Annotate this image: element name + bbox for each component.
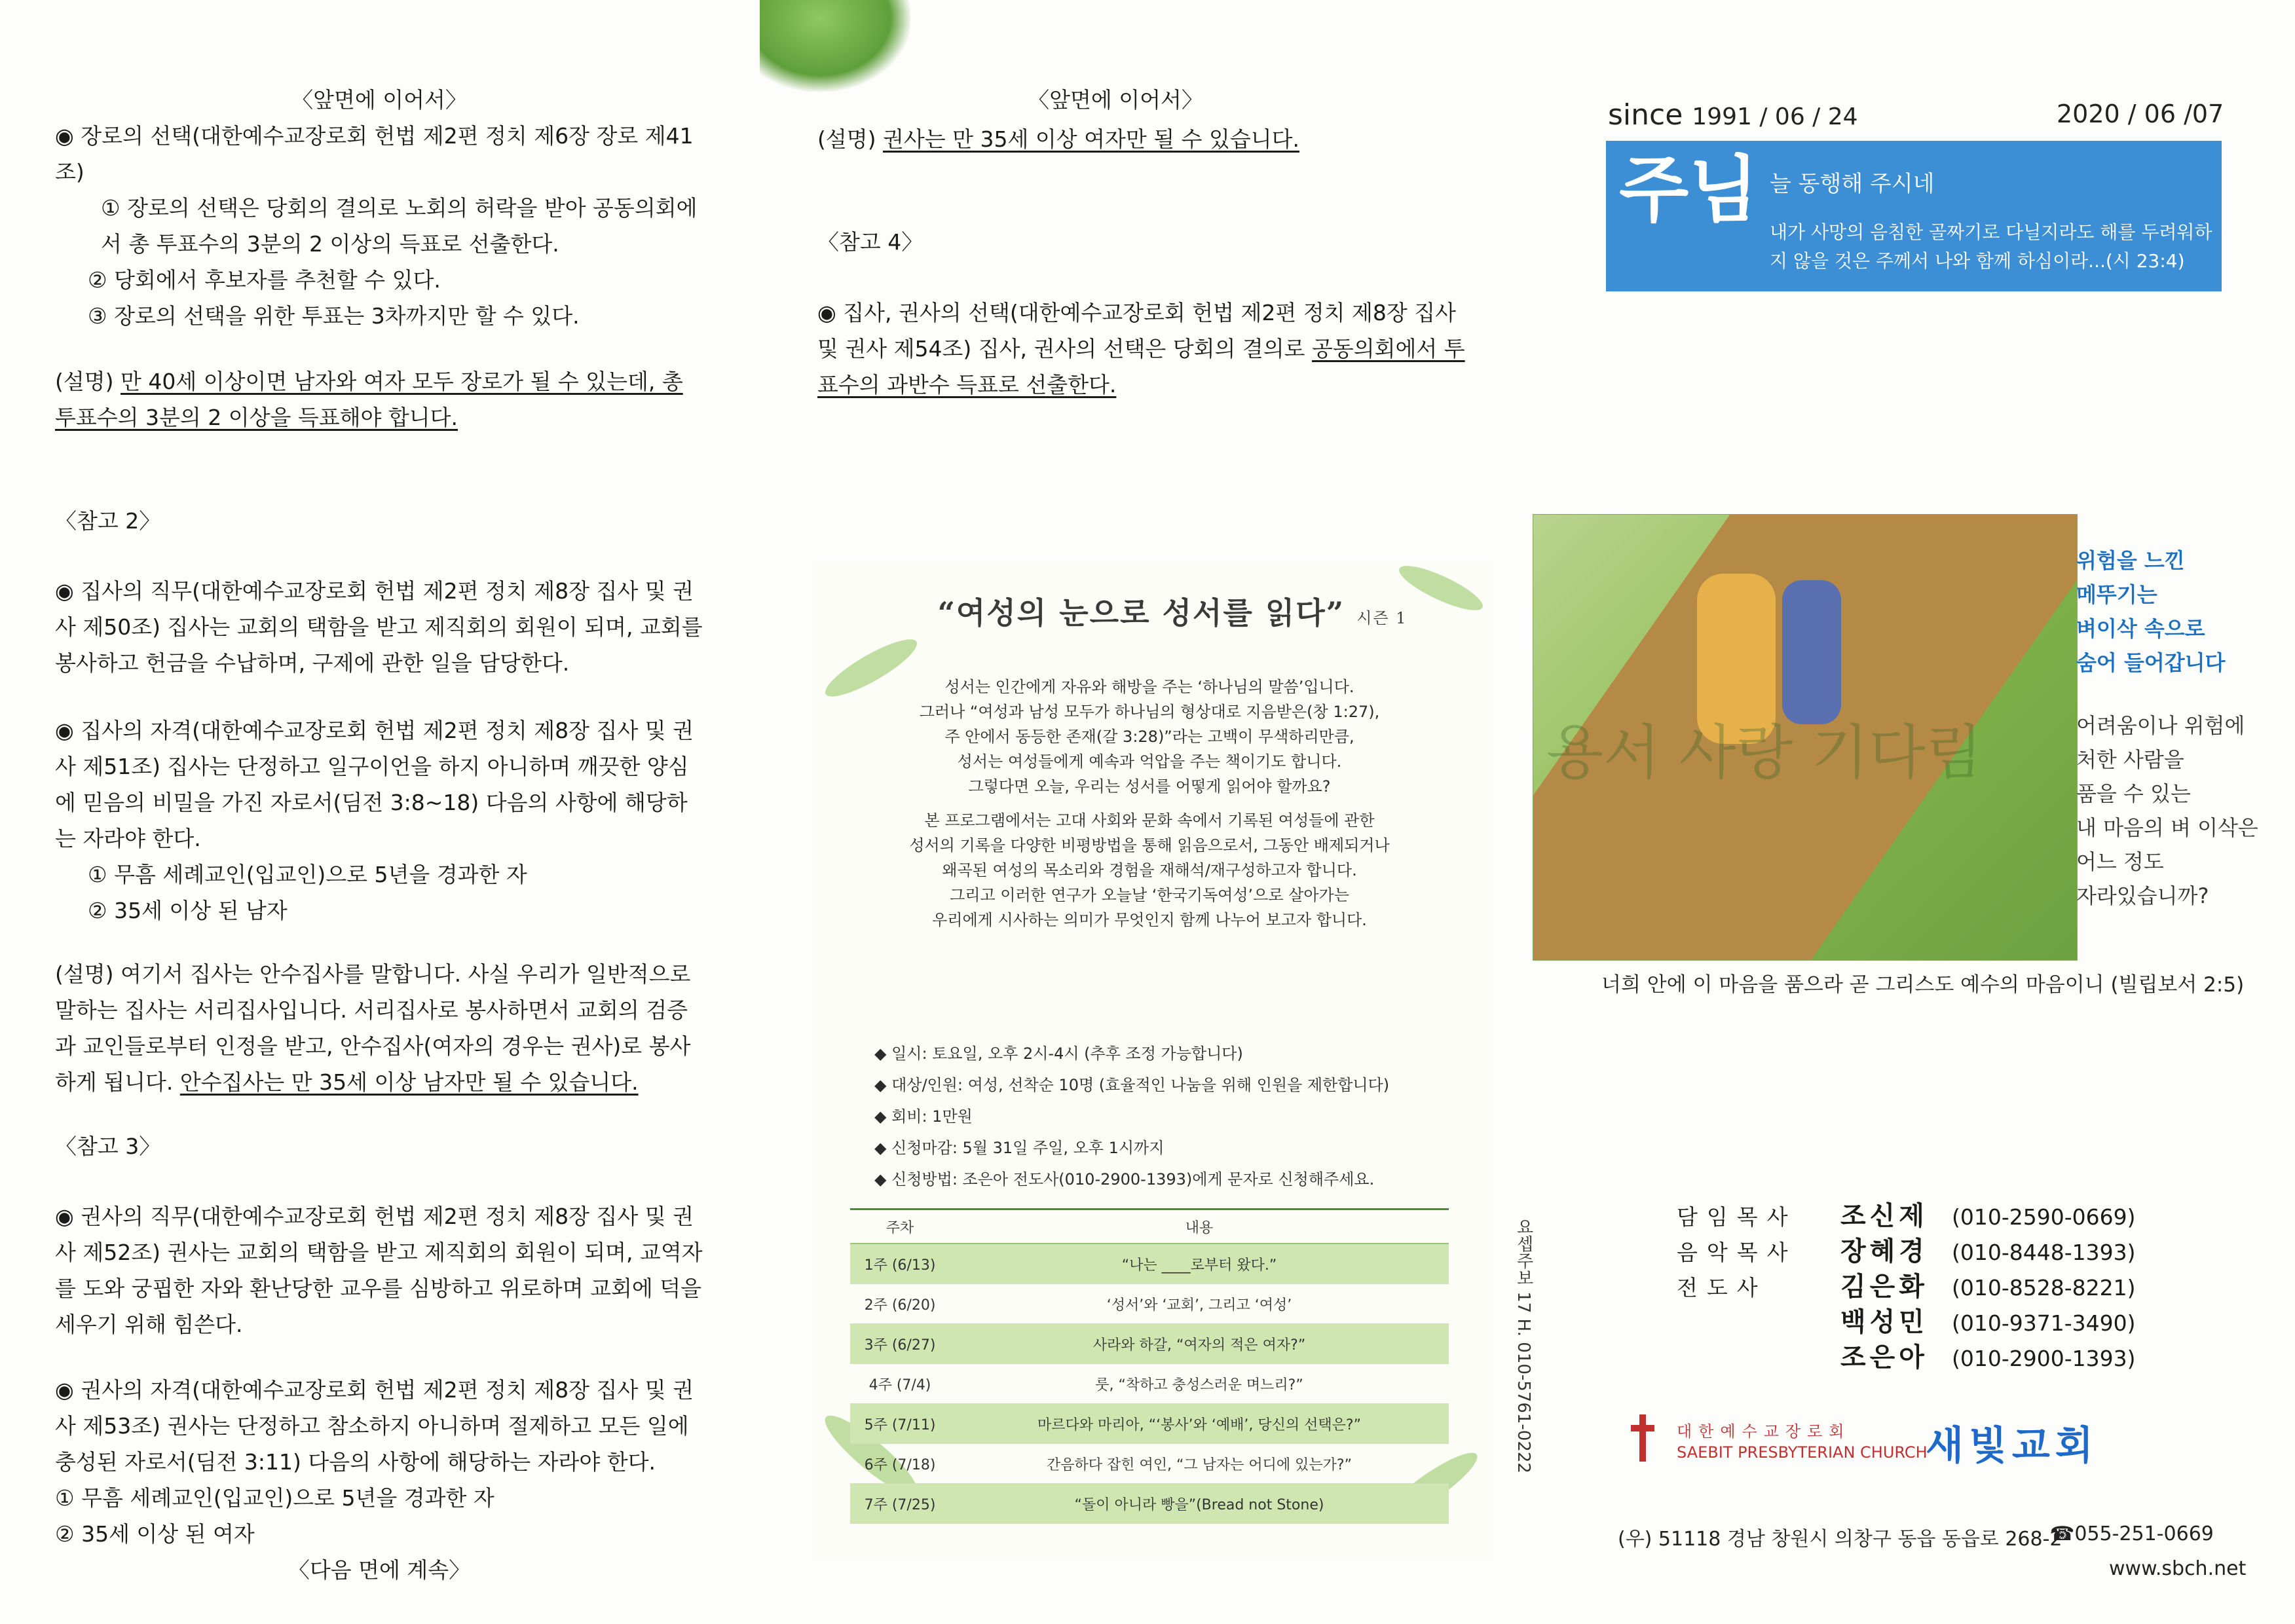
cross-icon [1631,1414,1654,1462]
flyer-line: 그렇다면 오늘, 우리는 성서를 어떻게 읽어야 할까요? [968,777,1331,796]
church-english-name: SAEBIT PRESBYTERIAN CHURCH [1677,1443,1928,1462]
staff-phone: (010-2590-0669) [1952,1204,2136,1230]
staff-name: 조은아 [1840,1342,1928,1373]
flyer-title-text: “여성의 눈으로 성서를 읽다” [937,595,1345,631]
election-section [817,295,1466,403]
elder-item-2: ② 당회에서 후보자를 추천할 수 있다. [88,267,441,293]
elder-item-1: ① 장로의 선택은 당회의 결의로 노회의 허락을 받아 공동의회에서 총 투표수의 3분의 2 이상의 득표로 선출한다. [101,195,698,257]
week-cell: 2주 (6/20) [850,1284,950,1324]
table-row [850,1444,1449,1484]
content-cell: 룻, “착하고 충성스러운 며느리?” [950,1364,1449,1404]
flyer-line: 성서는 여성들에게 예속과 억압을 주는 책이기도 합니다. [957,752,1342,771]
explanation-label-2: (설명) [817,126,883,152]
flyer-line: 왜곡된 여성의 목소리와 경험을 재해석/재구성하고자 합니다. [942,861,1357,879]
staff-list [1677,1198,2136,1375]
reference-4: 〈참고 4〉 [817,229,924,255]
week-cell: 4주 (7/4) [850,1364,950,1404]
table-row [850,1364,1449,1404]
since-label: since [1608,98,1683,132]
staff-role: 전도사 [1677,1275,1767,1301]
deacon-qualification [55,712,703,929]
content-cell: “나는 ____로부터 왔다.” [950,1244,1449,1284]
staff-row [1677,1304,2136,1340]
info-fee: ◆ 회비: 1만원 [874,1101,1464,1132]
deacon-expl-text: (설명) 여기서 집사는 안수집사를 말합니다. 사실 우리가 일반적으로 말하는 집사는 서리집사입니다. 서리집사로 봉사하면서 교회의 검증과 교인들로부터 인정을 받고, 안수집사(여자의 경우는 권사)로 봉사하게 됩니다. [55,961,691,1095]
staff-name: 조신제 [1840,1201,1928,1231]
kwonsa-duty: ◉ 권사의 직무(대한예수교장로회 헌법 제2편 정치 제8장 집사 및 권사 제52조) 권사는 교회의 택함을 받고 제직회의 회원이 되며, 교역자를 도와 궁핍한 자와 환난당한 교우를 심방하고 위로하며 교회에 덕을 세우기 위해 힘쓴다. [55,1204,703,1337]
staff-phone: (010-8528-8221) [1952,1275,2136,1301]
poem-highlight [2076,544,2226,680]
flyer-info [874,1038,1464,1195]
week-cell: 5주 (7/11) [850,1404,950,1444]
schedule-table [850,1208,1449,1524]
staff-name: 김은화 [1840,1272,1928,1302]
explanation-label: (설명) [55,369,121,394]
continued-from-prev-2: 〈앞면에 이어서〉 [1028,87,1203,113]
church-name: 새빛교회 [1926,1423,2099,1469]
elder-section [55,118,703,334]
table-row [850,1484,1449,1524]
lord-logo: 주님 [1619,147,1759,232]
staff-phone: (010-8448-1393) [1952,1240,2136,1265]
staff-phone: (010-9371-3490) [1952,1310,2136,1336]
election-text: ◉ 집사, 권사의 선택(대한예수교장로회 헌법 제2편 정치 제8장 집사 및 권사 제54조) 집사, 권사의 선택은 당회의 결의로 [817,300,1457,361]
election-underline: 공동의회에서 투표수의 과반수 득표로 선출한다. [817,336,1465,397]
continued-from-prev: 〈앞면에 이어서〉 [291,87,467,113]
poem [2076,709,2258,913]
flyer-line: 본 프로그램에서는 고대 사회와 문화 속에서 기록된 여성들에 관한 [924,811,1375,830]
kwonsa-expl-underline: 권사는 만 35세 이상 여자만 될 수 있습니다. [883,126,1299,152]
staff-row [1677,1340,2136,1375]
flyer-line: 주 안에서 동등한 존재(갈 3:28)”라는 고백이 무색하리만큼, [944,728,1354,746]
flyer-line: 우리에게 시사하는 의미가 무엇인지 함께 나누어 보고자 합니다. [932,911,1367,929]
table-row [850,1244,1449,1284]
illus-child-2 [1782,580,1841,724]
banner-verse: 내가 사망의 음침한 골짜기로 다닐지라도 해를 두려워하지 않을 것은 주께서 나와 함께 하심이라...(시 23:4) [1770,221,2212,272]
kwonsa-qual-item-2: ② 35세 이상 된 여자 [55,1521,255,1547]
kwonsa-explanation [817,121,1466,157]
illustration-children-field [1533,514,2078,961]
table-header-week: 주차 [850,1209,950,1244]
kwonsa-qualification [55,1372,703,1552]
bulletin-date: 2020 / 06 /07 [2057,100,2224,128]
deacon-qual-item-1: ① 무흠 세례교인(입교인)으로 5년을 경과한 자 [88,862,527,887]
elder-explanation-text: 만 40세 이상이면 남자와 여자 모두 장로가 될 수 있는데, 총 투표수의 3분의 2 이상을 득표해야 합니다. [55,369,683,430]
week-cell: 7주 (7/25) [850,1484,950,1524]
column-left [0,0,765,1624]
staff-phone: (010-2900-1393) [1952,1346,2136,1371]
poem-line: 처한 사람을 [2076,747,2184,772]
staff-row [1677,1269,2136,1304]
info-deadline: ◆ 신청마감: 5월 31일 주일, 오후 1시까지 [874,1132,1464,1164]
staff-role: 담임목사 [1677,1204,1797,1230]
week-cell: 1주 (6/13) [850,1244,950,1284]
elder-item-3: ③ 장로의 선택을 위한 투표는 3차까지만 할 수 있다. [88,303,580,329]
illus-watermark: 용서 사랑 기다림 [1546,718,1983,787]
deacon-expl-underline: 안수집사는 만 35세 이상 남자만 될 수 있습니다. [179,1069,639,1095]
content-cell: ‘성서’와 ‘교회’, 그리고 ‘여성’ [950,1284,1449,1324]
poem-line: 숨어 들어갑니다 [2076,650,2226,675]
church-address: (우) 51118 경남 창원시 의창구 동읍 동읍로 268-2 [1618,1528,2062,1551]
kwonsa-qual-text: ◉ 권사의 자격(대한예수교장로회 헌법 제2편 정치 제8장 집사 및 권사 제53조) 권사는 단정하고 참소하지 아니하며 절제하고 모든 일에 충성된 자로서(딤전 3:11) 다음의 사항에 해당하는 자라야 한다. [55,1377,694,1475]
week-cell: 3주 (6/27) [850,1324,950,1364]
since-value: 1991 / 06 / 24 [1692,103,1858,130]
staff-role: 음악목사 [1677,1240,1797,1265]
table-header-row [850,1209,1449,1244]
staff-name: 장혜경 [1840,1236,1928,1266]
staff-name: 백성민 [1840,1307,1928,1337]
deacon-qual-text: ◉ 집사의 자격(대한예수교장로회 헌법 제2편 정치 제8장 집사 및 권사 제51조) 집사는 단정하고 일구이언을 하지 아니하며 깨끗한 양심에 믿음의 비밀을 가진 자로서(딤전 3:8~18) 다음의 사항에 해당하는 자라야 한다. [55,718,694,851]
info-method: ◆ 신청방법: 조은아 전도사(010-2900-1393)에게 문자로 신청해주세요. [874,1164,1464,1195]
content-cell: 사라와 하갈, “여자의 적은 여자?” [950,1324,1449,1364]
poem-line: 메뚜기는 [2076,582,2157,607]
table-header-content: 내용 [950,1209,1449,1244]
poem-line: 벼이삭 속으로 [2076,616,2205,641]
flyer-line: 그리고 이러한 연구가 오늘날 ‘한국기독여성’으로 살아가는 [950,886,1349,904]
staff-row [1677,1234,2136,1269]
content-cell: “돌이 아니라 빵을”(Bread not Stone) [950,1484,1449,1524]
church-phone: ☎055-251-0669 [2050,1522,2214,1545]
info-target: ◆ 대상/인원: 여성, 선착순 10명 (효율적인 나눔을 위해 인원을 제한합니다) [874,1069,1464,1101]
table-row [850,1404,1449,1444]
philippians-verse: 너희 안에 이 마음을 품으라 곧 그리스도 예수의 마음이니 (빌립보서 2:5) [1601,973,2245,997]
kwonsa-qual-item-1: ① 무흠 세례교인(입교인)으로 5년을 경과한 자 [55,1485,494,1511]
flyer-title [878,589,1467,633]
staff-row [1677,1198,2136,1234]
info-schedule: ◆ 일시: 토요일, 오후 2시-4시 (추후 조정 가능합니다) [874,1038,1464,1069]
poem-line: 어느 정도 [2076,849,2164,874]
reference-2: 〈참고 2〉 [55,508,161,534]
reference-3: 〈참고 3〉 [55,1134,161,1159]
table-row [850,1324,1449,1364]
denomination: 대한예수교장로회 [1677,1422,1851,1441]
flyer-line: 그러나 “여성과 남성 모두가 하나님의 형상대로 지음받은(창 1:27), [919,703,1380,721]
since-date [1608,98,1858,132]
poem-line: 어려움이나 위험에 [2076,713,2245,738]
week-cell: 6주 (7/18) [850,1444,950,1484]
poem-line: 내 마음의 벼 이삭은 [2076,815,2258,840]
banner-title: 늘 동행해 주시네 [1770,171,1935,197]
elder-explanation [55,363,703,435]
content-cell: 간음하다 잡힌 여인, “그 남자는 어디에 있는가?” [950,1444,1449,1484]
flyer-line: 성서는 인간에게 자유와 해방을 주는 ‘하나님의 말씀’입니다. [944,678,1354,696]
continued-next: 〈다음 면에 계속〉 [288,1557,471,1583]
poem-line: 위험을 느낀 [2076,548,2185,573]
table-row [850,1284,1449,1324]
vertical-contact: 요셉주보 17 H. 010-5761-0222 [1514,1218,1533,1473]
elder-heading: ◉ 장로의 선택(대한예수교장로회 헌법 제2편 정치 제6장 장로 제41조) [55,123,694,185]
poem-line: 자라있습니까? [2076,883,2209,908]
flyer-season: 시즌 1 [1356,609,1408,627]
flyer-line: 성서의 기록을 다양한 비평방법을 통해 읽음으로서, 그동안 배제되거나 [909,836,1390,855]
deacon-duty: ◉ 집사의 직무(대한예수교장로회 헌법 제2편 정치 제8장 집사 및 권사 제50조) 집사는 교회의 택함을 받고 제직회의 회원이 되며, 교회를 봉사하고 헌금을 수납하며, 구제에 관한 일을 담당한다. [55,578,703,676]
content-cell: 마르다와 마리아, “‘봉사’와 ‘예배’, 당신의 선택은?” [950,1404,1449,1444]
flyer-body [825,674,1474,932]
poem-line: 품을 수 있는 [2076,781,2191,806]
theme-banner [1606,141,2222,291]
deacon-explanation [55,956,703,1100]
church-website[interactable]: www.sbch.net [2109,1557,2247,1580]
deacon-qual-item-2: ② 35세 이상 된 남자 [88,898,288,923]
